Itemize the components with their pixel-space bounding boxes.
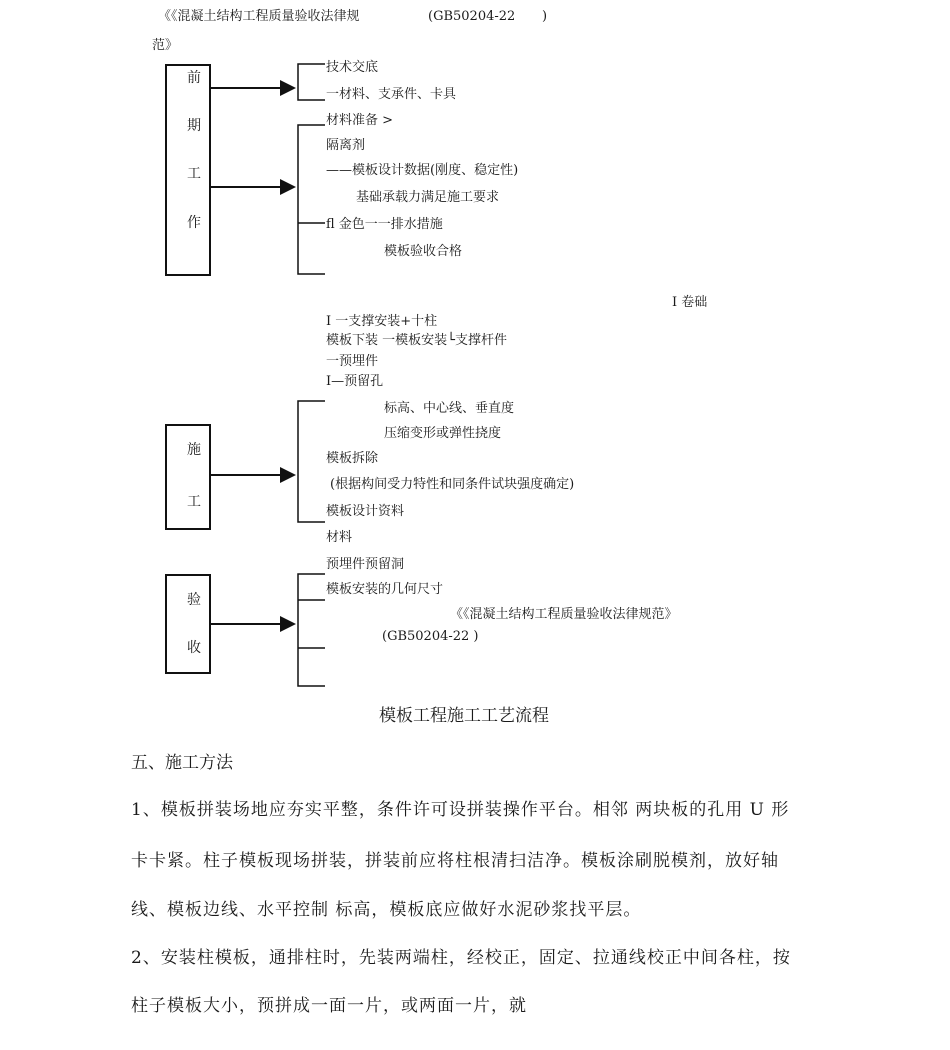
build-item: 标高、中心线、垂直度 (384, 401, 515, 416)
stage-char: 工 (187, 494, 201, 510)
body-line: 卡卡紧。柱子模板现场拼装，拼装前应将柱根清扫洁净。模板涂刷脱模剂，放好轴 (131, 851, 779, 871)
stage-char: 前 (187, 70, 201, 86)
stage-char: 期 (187, 118, 201, 134)
stage-char: 工 (187, 166, 201, 182)
body-line: 柱子模板大小，预拼成一面一片，或两面一片，就 (131, 996, 527, 1016)
build-item: 材料 (326, 530, 353, 545)
bracket-construct (298, 401, 325, 522)
bracket-pre-bottom (298, 125, 325, 274)
pre-item: 材料准备 > (326, 113, 394, 128)
section-heading: 五、施工方法 (131, 753, 233, 773)
build-item: I—预留孔 (326, 374, 384, 389)
pre-item: ——模板设计数据(刚度、稳定性) (326, 163, 519, 178)
body-line: 2、安装柱模板，通排柱时，先装两端柱，经校正，固定、拉通线校正中间各柱，按 (131, 948, 791, 968)
stage-char: 作 (187, 215, 201, 231)
build-item: 模板拆除 (326, 451, 379, 466)
stage-box-construction (165, 424, 211, 530)
accept-item: 预埋件预留洞 (326, 557, 405, 572)
stage-char: 施 (187, 442, 201, 458)
build-item: 模板设计资料 (326, 504, 405, 519)
stage-box-acceptance (165, 574, 211, 674)
build-item: I 卷础 (672, 295, 708, 310)
build-item: I 一支撑安装+十柱 (326, 314, 438, 329)
accept-item: (GB50204-22 ) (382, 629, 479, 644)
pre-item: fl 金色一一排水措施 (326, 217, 443, 232)
bracket-pre-top (298, 64, 325, 100)
pre-item: 技术交底 (326, 60, 379, 75)
stage-box-pre-work (165, 64, 211, 276)
pre-item: 隔离剂 (326, 138, 366, 153)
bracket-accept (298, 574, 325, 686)
body-line: 线、模板边线、水平控制 标高，模板底应做好水泥砂浆找平层。 (131, 900, 642, 920)
stage-char: 收 (187, 640, 201, 656)
flowchart-caption: 模板工程施工工艺流程 (379, 706, 549, 726)
stage-char: 验 (187, 592, 201, 608)
build-item: 压缩变形或弹性挠度 (384, 426, 502, 441)
pre-item: 一材料、支承件、卡具 (326, 87, 457, 102)
build-item: 一预埋件 (326, 354, 379, 369)
header-code: (GB50204-22 (428, 9, 516, 24)
build-item: (根据构间受力特性和同条件试块强度确定) (330, 477, 575, 492)
accept-item: 模板安装的几何尺寸 (326, 582, 444, 597)
header-citation: 《《混凝土结构工程质量验收法律规 (158, 9, 360, 24)
build-item: 模板下装 一模板安装└支撑杆件 (326, 333, 507, 348)
header-close: ) (542, 9, 548, 24)
accept-item: 《《混凝土结构工程质量验收法律规范》 (450, 607, 678, 622)
body-line: 1、模板拼装场地应夯实平整，条件许可设拼装操作平台。相邻 两块板的孔用 U 形 (131, 800, 790, 820)
pre-item: 基础承载力满足施工要求 (356, 190, 500, 205)
pre-item: 模板验收合格 (384, 244, 463, 259)
header-continuation: 范》 (152, 38, 179, 53)
